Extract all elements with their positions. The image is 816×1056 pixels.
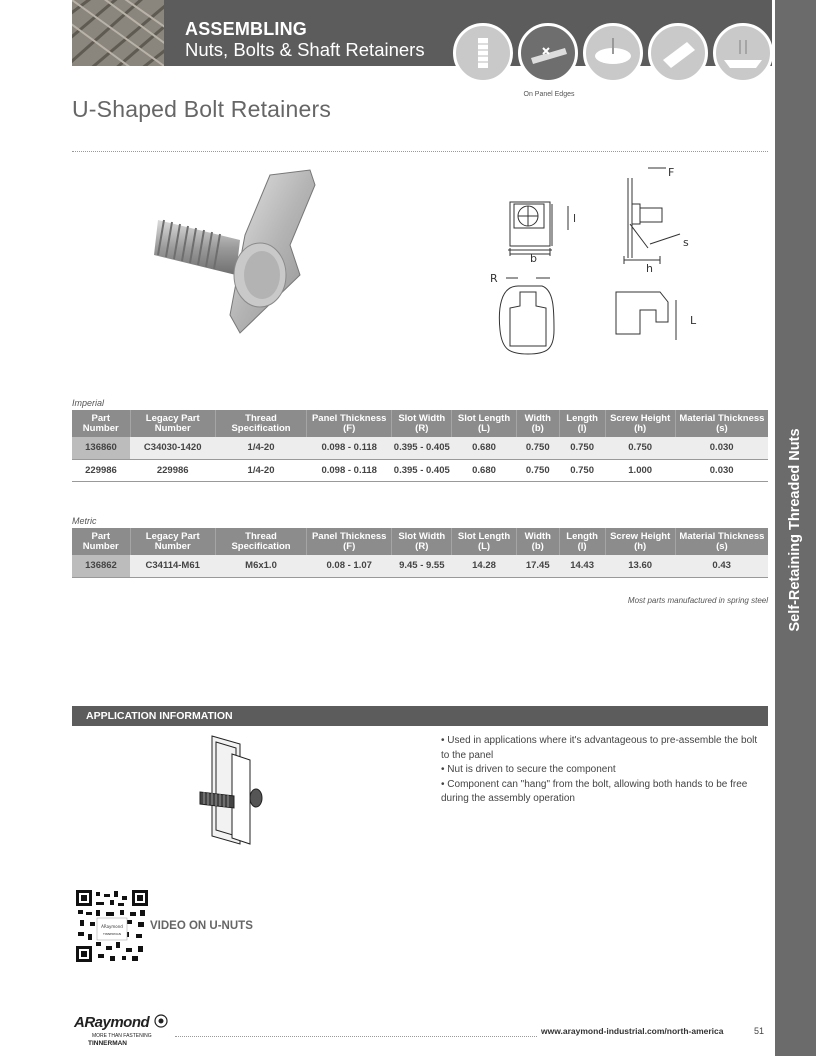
- column-header: Thread Specification: [215, 410, 306, 437]
- label-b: b: [530, 252, 537, 265]
- label-s: s: [683, 236, 689, 249]
- column-header: Screw Height (h): [605, 528, 675, 555]
- column-header: Slot Width (R): [392, 528, 452, 555]
- sidebar-label: Self-Retaining Threaded Nuts: [787, 428, 803, 632]
- flat-surface-icon[interactable]: [583, 23, 643, 83]
- metric-table: [72, 528, 768, 578]
- table-cell: C34114-M61: [130, 555, 215, 577]
- table-cell: C34030-1420: [130, 437, 215, 459]
- table-cell: 0.43: [675, 555, 768, 577]
- logo-mark-icon: [154, 1014, 168, 1028]
- table-cell: 1/4-20: [215, 437, 306, 459]
- column-header: Material Thickness (s): [675, 528, 768, 555]
- imperial-table: [72, 410, 768, 482]
- table-cell: 9.45 - 9.55: [392, 555, 452, 577]
- list-item: • Nut is driven to secure the component: [441, 764, 616, 775]
- column-header: Length (l): [559, 528, 605, 555]
- application-bullets: [441, 734, 763, 807]
- active-icon-caption: On Panel Edges: [523, 91, 575, 98]
- araymond-logo: ARaymond: [74, 1014, 150, 1031]
- column-header: Slot Length (L): [452, 410, 517, 437]
- column-header: Legacy Part Number: [130, 528, 215, 555]
- table-cell: 0.08 - 1.07: [307, 555, 392, 577]
- table-cell: 1/4-20: [215, 459, 306, 481]
- qr-code[interactable]: [76, 890, 148, 962]
- table-cell: 0.030: [675, 437, 768, 459]
- table-cell: 14.28: [452, 555, 517, 577]
- application-illustration: [190, 732, 265, 857]
- footer-divider: [175, 1036, 537, 1037]
- page-title: U-Shaped Bolt Retainers: [72, 96, 332, 122]
- technical-drawings: [480, 160, 705, 360]
- label-F: F: [668, 166, 675, 179]
- column-header: Panel Thickness (F): [307, 410, 392, 437]
- part-number: 136860: [72, 437, 130, 459]
- imperial-caption: Imperial: [72, 398, 105, 408]
- qr-subbrand-label: TINNERMAN: [102, 932, 122, 936]
- table-cell: 0.750: [516, 437, 559, 459]
- table-cell: 1.000: [605, 459, 675, 481]
- column-header: Panel Thickness (F): [307, 528, 392, 555]
- table-cell: 0.680: [452, 437, 517, 459]
- table-header-row: [72, 528, 768, 555]
- table-row: [72, 437, 768, 459]
- list-item: • Component can "hang" from the bolt, allowing both hands to be free during the assembly operation: [441, 778, 748, 804]
- video-link[interactable]: VIDEO ON U-NUTS: [150, 920, 253, 932]
- column-header: Material Thickness (s): [675, 410, 768, 437]
- label-l: l: [573, 212, 577, 225]
- part-number: 136862: [72, 555, 130, 577]
- label-h: h: [646, 262, 653, 275]
- column-header: Legacy Part Number: [130, 410, 215, 437]
- table-cell: 229986: [130, 459, 215, 481]
- list-item: • Used in applications where it's advantageous to pre-assemble the bolt to the panel: [441, 735, 758, 761]
- table-cell: 17.45: [516, 555, 559, 577]
- table-cell: 0.098 - 0.118: [307, 437, 392, 459]
- column-header: Slot Length (L): [452, 528, 517, 555]
- table-cell: 0.750: [605, 437, 675, 459]
- table-row: [72, 555, 768, 577]
- push-in-icon[interactable]: [713, 23, 773, 83]
- table-cell: 0.750: [559, 459, 605, 481]
- product-photo: [150, 165, 330, 340]
- column-header: Length (l): [559, 410, 605, 437]
- table-cell: 14.43: [559, 555, 605, 577]
- table-row: [72, 459, 768, 481]
- table-header-row: [72, 410, 768, 437]
- column-header: Part Number: [72, 528, 130, 555]
- header-subcategory: Nuts, Bolts & Shaft Retainers: [185, 39, 425, 60]
- table-cell: M6x1.0: [215, 555, 306, 577]
- column-header: Width (b): [516, 410, 559, 437]
- website-link[interactable]: www.araymond-industrial.com/north-america: [541, 1026, 724, 1036]
- table-cell: 0.395 - 0.405: [392, 459, 452, 481]
- material-footnote: Most parts manufactured in spring steel: [627, 596, 768, 605]
- qr-brand-label: ARaymond: [101, 924, 123, 929]
- threaded-stud-icon[interactable]: [453, 23, 513, 83]
- table-cell: 0.030: [675, 459, 768, 481]
- table-cell: 0.750: [516, 459, 559, 481]
- woven-texture-thumbnail: [72, 0, 164, 66]
- table-cell: 0.098 - 0.118: [307, 459, 392, 481]
- column-header: Screw Height (h): [605, 410, 675, 437]
- column-header: Part Number: [72, 410, 130, 437]
- column-header: Slot Width (R): [392, 410, 452, 437]
- metric-caption: Metric: [72, 516, 97, 526]
- part-number: 229986: [72, 459, 130, 481]
- logo-tagline: MORE THAN FASTENING: [92, 1033, 152, 1039]
- column-header: Thread Specification: [215, 528, 306, 555]
- panel-edge-icon[interactable]: [518, 23, 578, 83]
- table-cell: 0.395 - 0.405: [392, 437, 452, 459]
- table-cell: 0.750: [559, 437, 605, 459]
- header-category: ASSEMBLING: [185, 19, 308, 39]
- table-cell: 13.60: [605, 555, 675, 577]
- column-header: Width (b): [516, 528, 559, 555]
- page-number: 51: [754, 1026, 765, 1036]
- label-L: L: [690, 314, 697, 327]
- table-cell: 0.680: [452, 459, 517, 481]
- shaft-icon[interactable]: [648, 23, 708, 83]
- tinnerman-logo: TINNERMAN: [88, 1040, 127, 1047]
- title-divider: [72, 151, 768, 152]
- label-R: R: [490, 272, 498, 285]
- application-heading: APPLICATION INFORMATION: [72, 706, 768, 726]
